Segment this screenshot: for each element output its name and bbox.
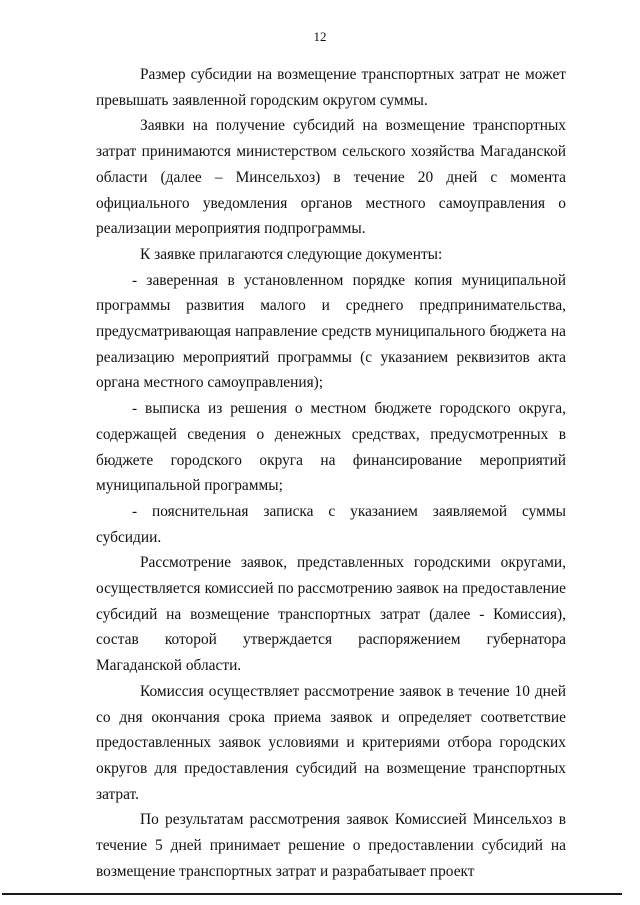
list-item-program-copy: - заверенная в установленном порядке копия муниципальной программы развития малого и среднего предпринимательства, предусматривающая направление средств муниципального бюджета на реализацию мероприятий программы (с указанием реквизитов акта органа местного самоуправления);: [96, 271, 566, 392]
document-body: [96, 62, 566, 885]
paragraph-review-period: Комиссия осуществляет рассмотрение заявок в течение 10 дней со дня окончания срока приема заявок и определяет соответствие предоставленных заявок условиями и критериями отбора городских округов для предоставления субсидий на возмещение транспортных затрат.: [96, 682, 566, 803]
paragraph-commission-review: Рассмотрение заявок, представленных городскими округами, осуществляется комиссией по рассмотрению заявок на предоставление субсидий на возмещение транспортных затрат (далее - Комиссия), состав которой утверждается распоряжением губернатора Магаданской области.: [96, 554, 566, 675]
paragraph-subsidy-limit: Размер субсидии на возмещение транспортных затрат не может превышать заявленной городским округом суммы.: [96, 66, 566, 109]
list-item-explanatory-note: - пояснительная записка с указанием заявляемой суммы субсидии.: [96, 502, 566, 546]
paragraph-attached-documents-intro: К заявке прилагаются следующие документы:: [140, 245, 443, 263]
list-item-budget-extract: - выписка из решения о местном бюджете городского округа, содержащей сведения о денежных средствах, предусмотренных в бюджете городского округа на финансирование мероприятий муниципальной программы;: [96, 400, 566, 495]
page-number: 12: [313, 29, 327, 44]
paragraph-application-acceptance: Заявки на получение субсидий на возмещение транспортных затрат принимаются министерством сельского хозяйства Магаданской области (далее – Минсельхоз) в течение 20 дней с момента официального уведомления органов местного самоуправления о реализации мероприятия подпрограммы.: [96, 117, 566, 238]
paragraph-decision: По результатам рассмотрения заявок Комиссией Минсельхоз в течение 5 дней принимает решение о предоставлении субсидий на возмещение транспортных затрат и разрабатывает проект: [96, 811, 566, 880]
page-bottom-rule: [2, 893, 622, 895]
